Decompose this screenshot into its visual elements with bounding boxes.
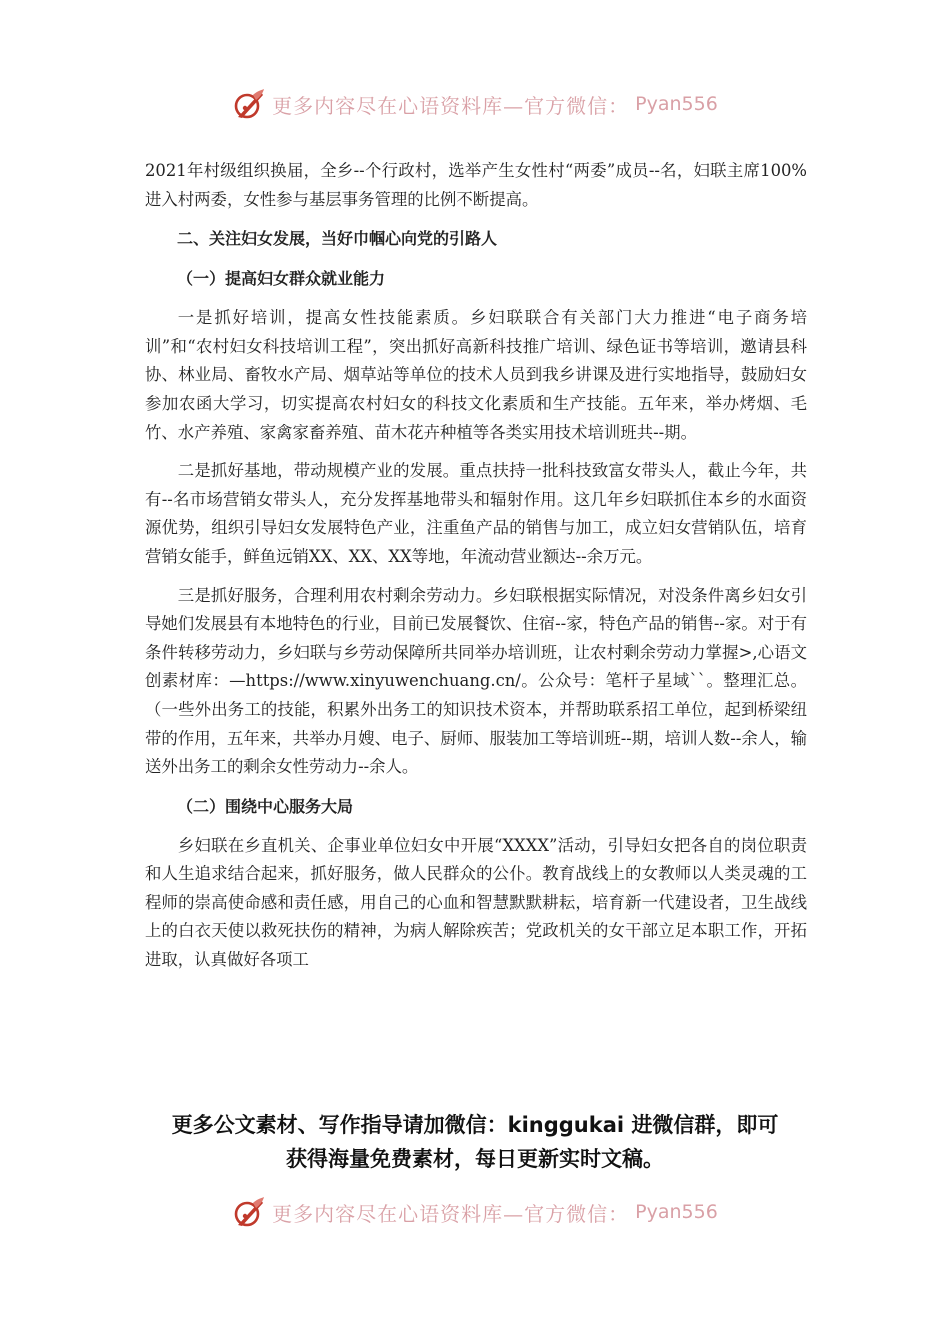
document-body: [145, 157, 807, 975]
footer-banner-content: [232, 1195, 718, 1229]
quill-pen-logo-icon: [232, 87, 266, 121]
paragraph-training: 一是抓好培训，提高女性技能素质。乡妇联联合有关部门大力推进“电子商务培训”和“农村妇女科技培训工程”，突出抓好高新科技推广培训、绿色证书等培训，邀请县科协、林业局、畜牧水产局、烟草站等单位的技术人员到我乡讲课及进行实地指导，鼓励妇女参加农函大学习，切实提高农村妇女的科技文化素质和生产技能。五年来，举办烤烟、毛竹、水产养殖、家禽家畜养殖、苗木花卉种植等各类实用技术培训班共--期。: [145, 308, 807, 442]
paragraph-base: 二是抓好基地，带动规模产业的发展。重点扶持一批科技致富女带头人，截止今年，共有--名市场营销女带头人，充分发挥基地带头和辐射作用。这几年乡妇联抓住本乡的水面资源优势，组织引导妇女发展特色产业，注重鱼产品的销售与加工，成立妇女营销队伍，培育营销女能手，鲜鱼远销XX、XX、XX等地，年流动营业额达--余万元。: [145, 461, 807, 566]
footer-banner: [0, 1190, 950, 1234]
footer-banner-text: 更多内容尽在心语资料库—官方微信：: [272, 1201, 630, 1226]
header-banner-wechat-id: Pyan556: [635, 93, 718, 115]
promo-line-2: 获得海量免费素材，每日更新实时文稿。: [286, 1147, 664, 1171]
paragraph-activities: 乡妇联在乡直机关、企事业单位妇女中开展“XXXX”活动，引导妇女把各自的岗位职责和人生追求结合起来，抓好服务，做人民群众的公仆。教育战线上的女教师以人类灵魂的工程师的崇高使命感和责任感，用自己的心血和智慧默默耕耘，培育新一代建设者，卫生战线上的白衣天使以救死扶伤的精神，为病人解除疾苦；党政机关的女干部立足本职工作，开拓进取，认真做好各项工: [145, 835, 807, 970]
promo-line-1: 更多公文素材、写作指导请加微信：kinggukai 进微信群，即可: [171, 1113, 779, 1137]
section-heading: 二、关注妇女发展，当好巾帼心向党的引路人: [177, 229, 498, 249]
subheading-employment: （一）提高妇女群众就业能力: [177, 269, 386, 289]
paragraph-service: 三是抓好服务，合理利用农村剩余劳动力。乡妇联根据实际情况，对没条件离乡妇女引导她们发展县有本地特色的行业，目前已发展餐饮、住宿--家，特色产品的销售--家。对于有条件转移劳动力，乡妇联与乡劳动保障所共同举办培训班，让农村剩余劳动力掌握>,心语文创素材库：—https://www.xinyuwenchuang.cn/。公众号：笔杆子星域``。整理汇总。（一些外出务工的技能，积累外出务工的知识技术资本，并帮助联系招工单位，起到桥梁纽带的作用，五年来，共举办月嫂、电子、厨师、服装加工等培训班--期，培训人数--余人，输送外出务工的剩余女性劳动力--余人。: [145, 585, 807, 777]
quill-pen-logo-icon: [232, 1195, 266, 1229]
paragraph-intro: 2021年村级组织换届，全乡--个行政村，选举产生女性村“两委”成员--名，妇联主席100%进入村两委，女性参与基层事务管理的比例不断提高。: [145, 161, 807, 209]
header-banner-text: 更多内容尽在心语资料库—官方微信：: [272, 93, 630, 118]
header-banner-content: [232, 87, 718, 121]
promo-notice: [0, 1108, 950, 1176]
header-banner: [0, 82, 950, 126]
subheading-center-service: （二）围绕中心服务大局: [177, 796, 354, 816]
footer-banner-wechat-id: Pyan556: [635, 1201, 718, 1223]
